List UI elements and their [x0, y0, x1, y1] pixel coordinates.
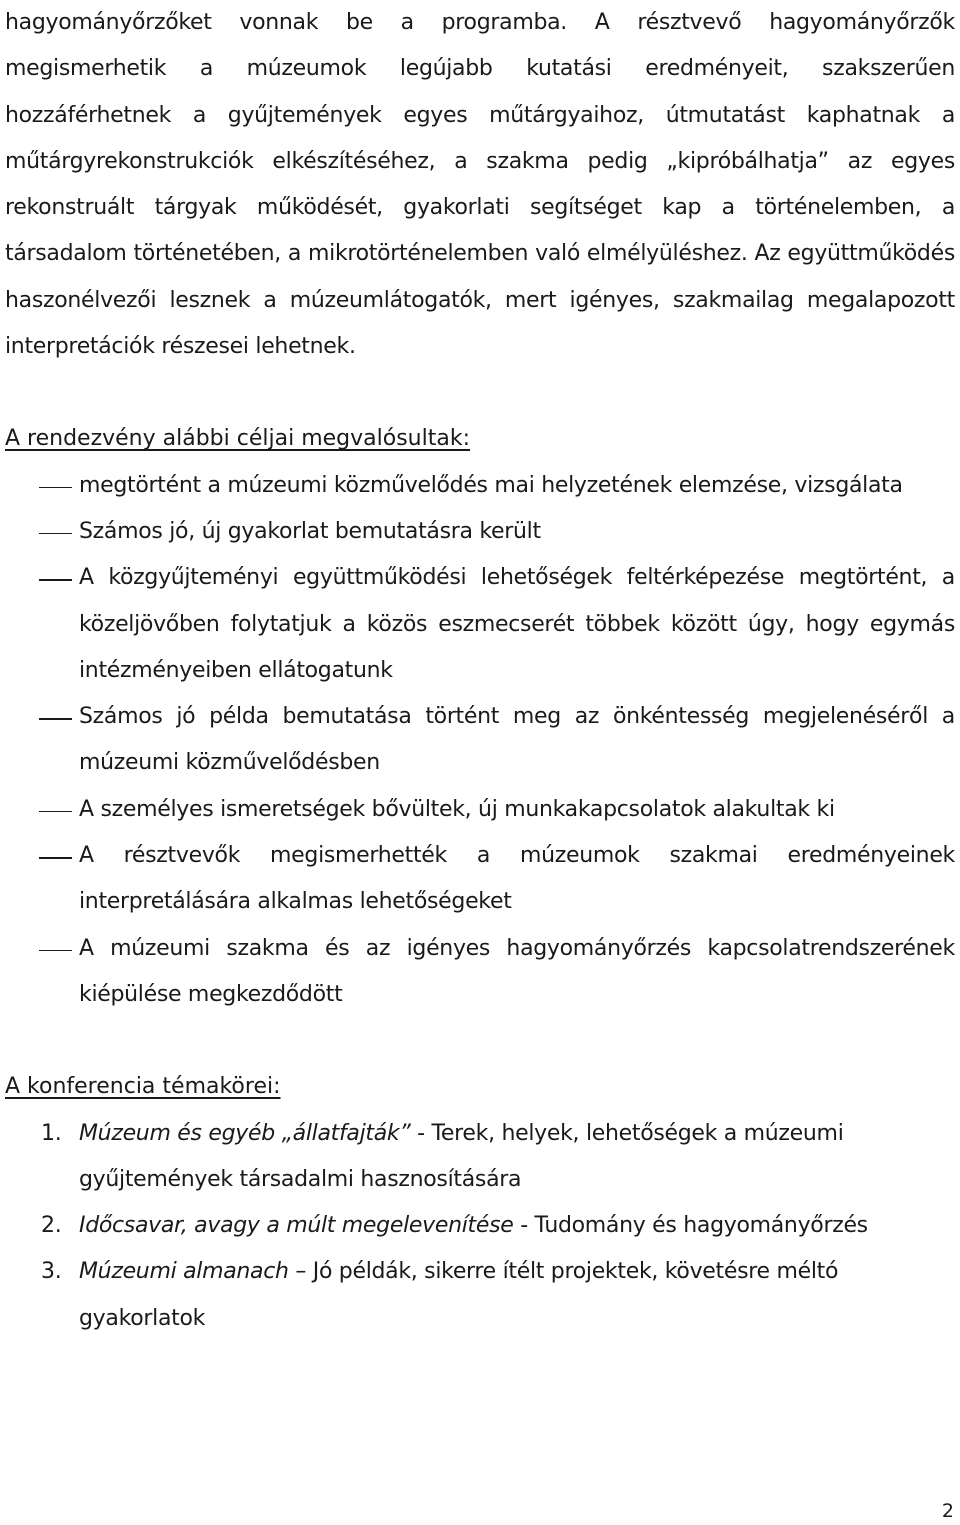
list-item: [5, 1203, 955, 1249]
dash-bullet: [39, 533, 72, 535]
dash-bullet: [39, 579, 72, 581]
document-page: [5, 0, 955, 1342]
list-item: A személyes ismeretségek bővültek, új munkakapcsolatok alakultak ki: [5, 787, 955, 833]
list-number: 1.: [41, 1120, 62, 1146]
topics-heading: A konferencia témakörei:: [5, 1074, 281, 1100]
list-item: Számos jó példa bemutatása történt meg az önkéntesség megjelenéséről a múzeumi közművelődésben: [5, 694, 955, 787]
list-item: megtörtént a múzeumi közművelődés mai helyzetének elemzése, vizsgálata: [5, 463, 955, 509]
topics-list: [5, 1111, 955, 1342]
dash-bullet: [39, 811, 72, 813]
spacer: [5, 370, 955, 416]
topic-title: Múzeumi almanach: [79, 1259, 289, 1285]
topic-description: - Terek, helyek, lehetőségek a múzeumi gyűjtemények társadalmi hasznosítására: [79, 1120, 844, 1192]
topic-title: Múzeum és egyéb „állatfajták”: [79, 1120, 411, 1146]
list-item: A múzeumi szakma és az igényes hagyományőrzés kapcsolatrendszerének kiépülése megkezdődött: [5, 926, 955, 1019]
dash-bullet: [39, 857, 72, 859]
topic-description: - Tudomány és hagyományőrzés: [513, 1213, 868, 1239]
goals-list: [5, 463, 955, 1019]
list-item: [5, 1111, 955, 1204]
list-item: Számos jó, új gyakorlat bemutatásra került: [5, 509, 955, 555]
goals-heading: A rendezvény alábbi céljai megvalósultak:: [5, 426, 470, 452]
intro-paragraph: hagyományőrzőket vonnak be a programba. A résztvevő hagyományőrzők megismerhetik a múzeumok legújabb kutatási eredményeit, szakszerűen hozzáférhetnek a gyűjtemények egyes műtárgyaihoz, útmutatást kaphatnak a műtárgyrekonstrukciók elkészítéséhez, a szakma pedig „kipróbálhatja” az egyes rekonstruált tárgyak működését, gyakorlati segítséget kap a történelemben, a társadalom történetében, a mikrotörténelemben való elmélyüléshez. Az együttműködés haszonélvezői lesznek a múzeumlátogatók, mert igényes, szakmailag megalapozott interpretációk részesei lehetnek.: [5, 10, 955, 360]
dash-bullet: [39, 718, 72, 720]
list-number: 2.: [41, 1213, 62, 1239]
dash-bullet: [39, 487, 72, 489]
spacer: [5, 1018, 955, 1064]
topic-title: Időcsavar, avagy a múlt megelevenítése: [79, 1213, 514, 1239]
list-item: [5, 1249, 955, 1342]
page-number: 2: [941, 1500, 954, 1522]
topic-description: – Jó példák, sikerre ítélt projektek, követésre méltó gyakorlatok: [79, 1259, 839, 1331]
list-item: A résztvevők megismerhették a múzeumok szakmai eredményeinek interpretálására alkalmas lehetőségeket: [5, 833, 955, 926]
list-number: 3.: [41, 1259, 62, 1285]
list-item: A közgyűjteményi együttműködési lehetőségek feltérképezése megtörtént, a közeljövőben folytatjuk a közös eszmecserét többek között úgy, hogy egymás intézményeiben ellátogatunk: [5, 555, 955, 694]
dash-bullet: [39, 950, 72, 952]
